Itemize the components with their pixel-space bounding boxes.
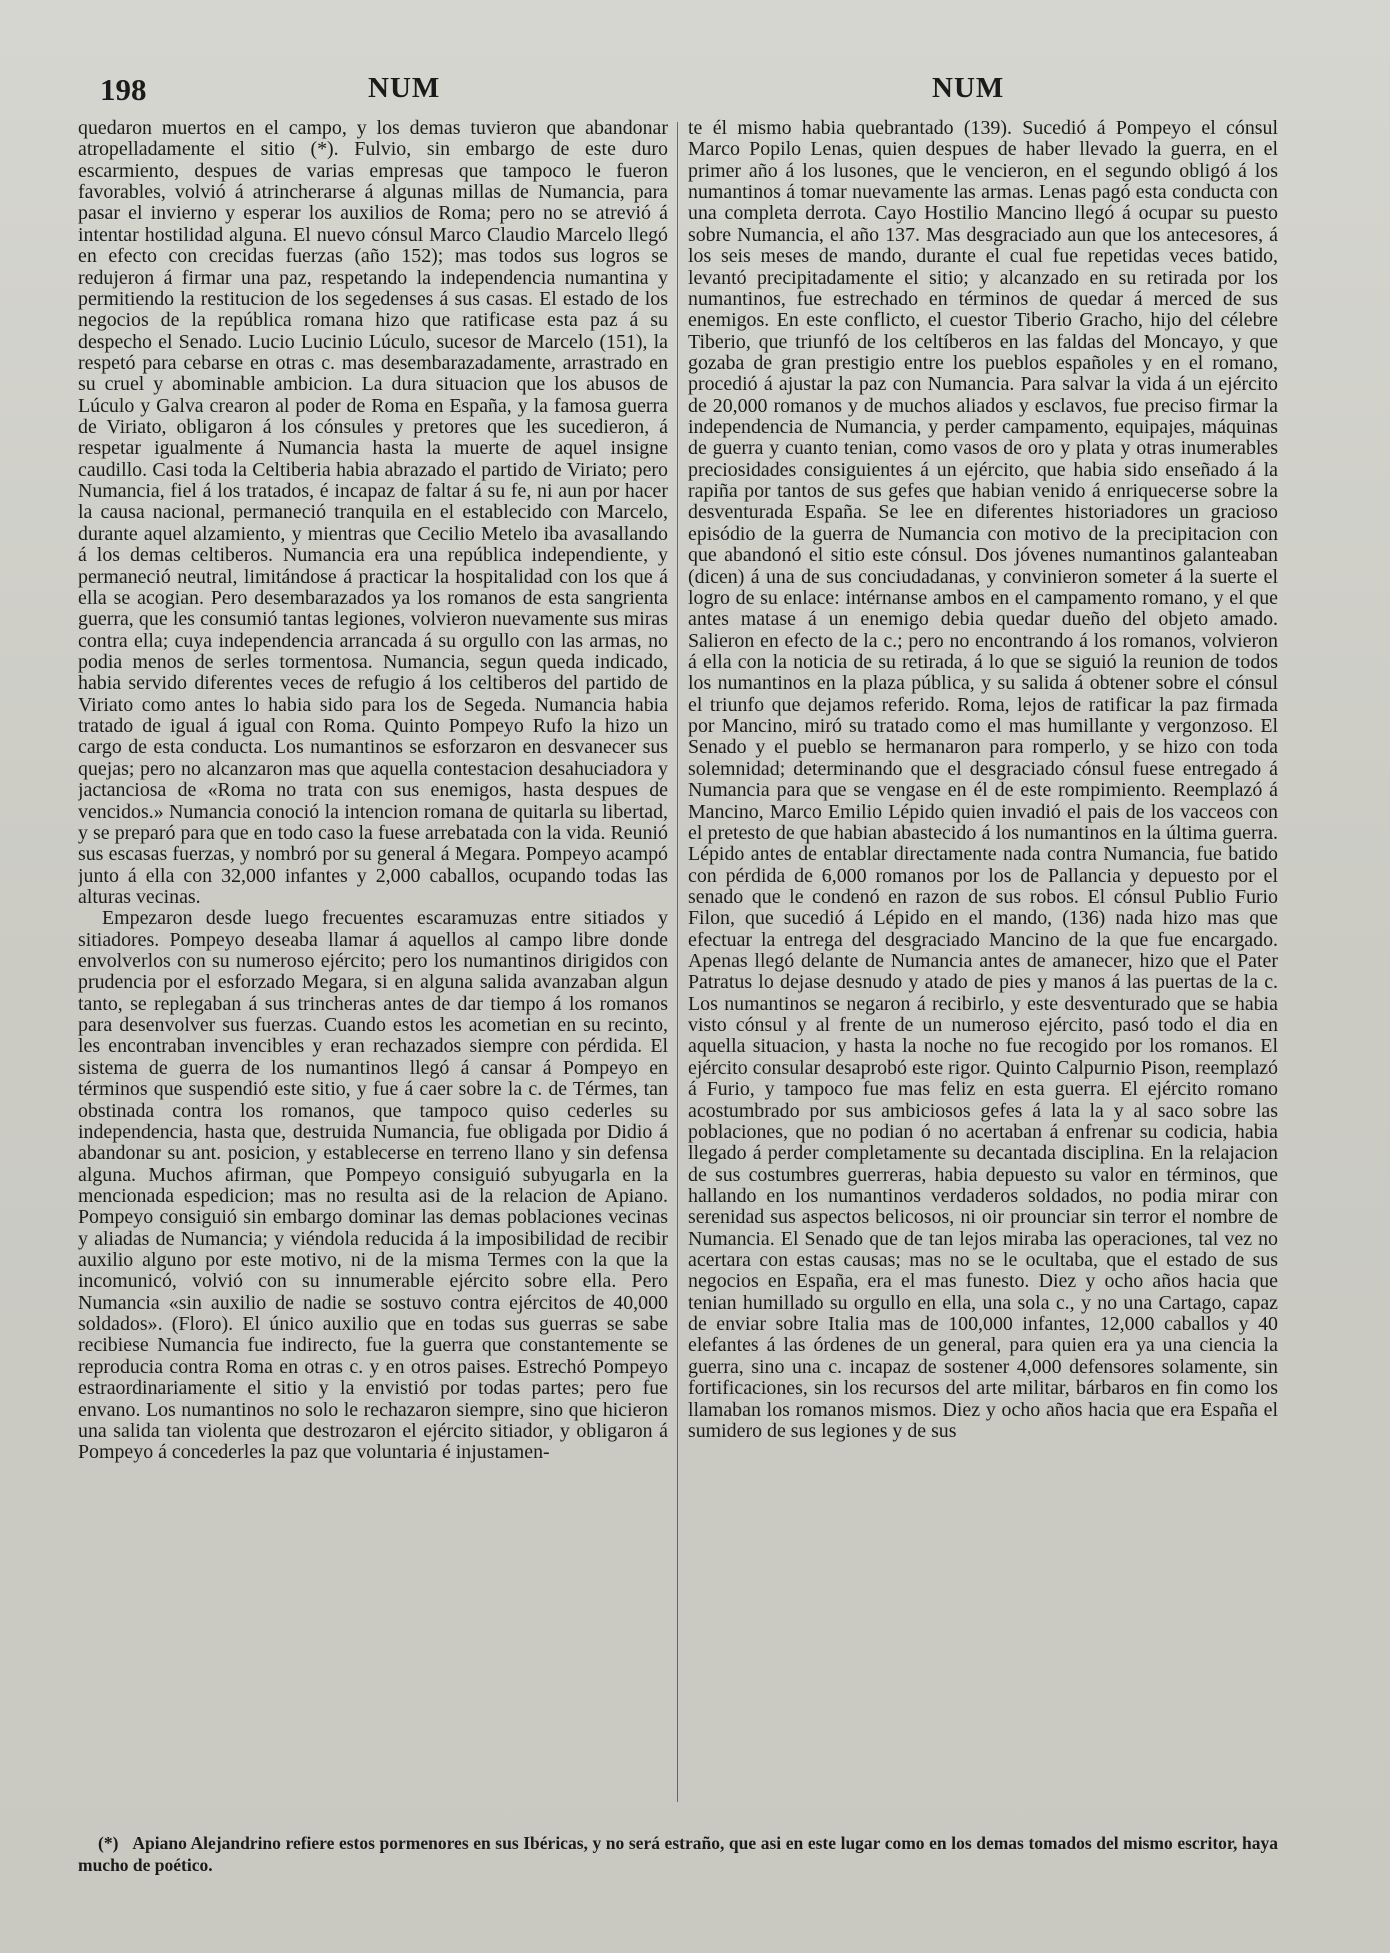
running-head-right: NUM bbox=[932, 72, 1005, 104]
left-paragraph-1: quedaron muertos en el campo, y los demas tuvieron que abandonar atropelladamente el sitio (*). Fulvio, sin embargo de este duro escarmiento, despues de varias empresas que tampoco le fueron favorables, volvió á atrincherarse á algunas millas de Numancia, para pasar el invierno y esperar los auxilios de Roma; pero no se atrevió á intentar hostilidad alguna. El nuevo cónsul Marco Claudio Marcelo llegó en efecto con crecidas fuerzas (año 152); mas todos sus logros se redujeron á firmar una paz, respetando la independencia numantina y permitiendo la restitucion de los segedenses á sus casas. El estado de los negocios de la república romana hizo que ratificase esta paz á su despecho el Senado. Lucio Lucinio Lúculo, sucesor de Marcelo (151), la respetó para cebarse en otras c. mas desembarazadamente, arrastrado en su cruel y abominable ambicion. La dura situacion que los abusos de Lúculo y Galva crearon al poder de Roma en España, y la famosa guerra de Viriato, obligaron á los cónsules y pretores que les sucedieron, á respetar igualmente á Numancia hasta la muerte de aquel insigne caudillo. Casi toda la Celtiberia habia abrazado el partido de Viriato; pero Numancia, fiel á los tratados, é incapaz de faltar á su fe, ni aun por hacer la causa nacional, permaneció tranquila en el establecido con Marcelo, durante aquel alzamiento, y mientras que Cecilio Metelo iba avasallando á los demas celtiberos. Numancia era una república independiente, y permaneció neutral, limitándose á practicar la hospitalidad con los que á ella se acogian. Pero desembarazados ya los romanos de esta sangrienta guerra, que les consumió tantas legiones, volvieron nuevamente sus miras contra ella; cuya independencia arrancada á su orgullo con las armas, no podia menos de serles tormentosa. Numancia, segun queda indicado, habia servido diferentes veces de refugio á los celtiberos del partido de Viriato como antes lo habia sido para los de Segeda. Numancia habia tratado de igual á igual con Roma. Quinto Pompeyo Rufo la hizo un cargo de esta conducta. Los numantinos se esforzaron en desvanecer sus quejas; pero no alcanzaron mas que aquella contestacion desahuciadora y jactanciosa de «Roma no trata con sus enemigos, hasta despues de vencidos.» Numancia conoció la intencion romana de quitarla su libertad, y se preparó para que en todo caso la fuese arrebatada con la vida. Reunió sus escasas fuerzas, y nombró por su general á Megara. Pompeyo acampó junto á ella con 32,000 infantes y 2,000 caballos, ocupando todas las alturas vecinas. bbox=[78, 118, 668, 908]
running-head-left: NUM bbox=[368, 72, 441, 104]
footnote-text: Apiano Alejandrino refiere estos pormenores en sus Ibéricas, y no será estraño, que asi en este lugar como en los demas tomados del mismo escritor, haya mucho de poético. bbox=[78, 1833, 1278, 1875]
right-paragraph-1: te él mismo habia quebrantado (139). Sucedió á Pompeyo el cónsul Marco Popilo Lenas, quien despues de haber llevado la guerra, en el primer año á los lusones, que le vencieron, en el segundo obligó á los numantinos á tomar nuevamente las armas. Lenas pagó esta conducta con una completa derrota. Cayo Hostilio Mancino llegó á ocupar su puesto sobre Numancia, el año 137. Mas desgraciado aun que los antecesores, á los seis meses de mando, durante el cual fue repetidas veces batido, levantó precipitadamente el sitio; y alcanzado en su retirada por los numantinos, fue estrechado en términos de quedar á merced de sus enemigos. En este conflicto, el cuestor Tiberio Gracho, hijo del célebre Tiberio, que triunfó de los celtíberos en las faldas del Moncayo, y que gozaba de gran prestigio entre los pueblos españoles y en el romano, procedió á ajustar la paz con Numancia. Para salvar la vida á un ejército de 20,000 romanos y de muchos aliados y esclavos, fue preciso firmar la independencia de Numancia, y perder campamento, equipajes, máquinas de guerra y cuanto tenian, como vasos de oro y plata y otras inumerables preciosidades consiguientes á un ejército, que habia sido enseñado á la rapiña por tantos de sus gefes que habian venido á enriquecerse sobre la desventurada España. Se lee en diferentes historiadores un gracioso episódio de la guerra de Numancia con motivo de la precipitacion con que abandonó el sitio este cónsul. Dos jóvenes numantinos galanteaban (dicen) á una de sus conciudadanas, y convinieron someter á la suerte el logro de su enlace: intérnanse ambos en el campamento romano, y el que antes matase á un enemigo debia quedar dueño del objeto amado. Salieron en efecto de la c.; pero no encontrando á los romanos, volvieron á ella con la noticia de su retirada, á lo que se siguió la reunion de todos los numantinos en la plaza pública, y su salida á obtener sobre el cónsul el triunfo que dejamos referido. Roma, lejos de ratificar la paz firmada por Mancino, miró su tratado como el mas humillante y vergonzoso. El Senado y el pueblo se hermanaron para romperlo, y se hizo con toda solemnidad; determinando que el desgraciado cónsul fuese entregado á Numancia para que se vengase en él de este rompimiento. Reemplazó á Mancino, Marco Emilio Lépido quien invadió el pais de los vacceos con el pretesto de que habian abastecido á los numantinos en la última guerra. Lépido antes de entablar directamente nada contra Numancia, fue batido con pérdida de 6,000 romanos por los de Pallancia y depuesto por el senado que le condenó en razon de sus robos. El cónsul Publio Furio Filon, que sucedió á Lépido en el mando, (136) nada hizo mas que efectuar la entrega del desgraciado Mancino de la que fue encargado. Apenas llegó delante de Numancia antes de amanecer, hizo que el Pater Patratus lo dejase desnudo y atado de pies y manos á las puertas de la c. Los numantinos se negaron á recibirlo, y este desventurado que se habia visto cónsul y al frente de un numeroso ejército, pasó todo el dia en aquella situacion, y hasta la noche no fue recogido por los romanos. El ejército consular desaprobó este rigor. Quinto Calpurnio Pison, reemplazó á Furio, y tampoco fue mas feliz en esta guerra. El ejército romano acostumbrado por sus ambiciosos gefes á lata la y al saco sobre las poblaciones, que no podian ó no acertaban á enfrenar su codicia, habia llegado á perder completamente su decantada disciplina. En la relajacion de sus costumbres guerreras, habia depuesto su valor en términos, que hallando en los numantinos verdaderos soldados, no podia mirar con serenidad sus aspectos belicosos, ni oir prounciar sin terror el nombre de Numancia. El Senado que de tan lejos miraba las operaciones, tal vez no acertara con estas causas; mas no se le ocultaba, que el estado de sus negocios en España, era el mas funesto. Diez y ocho años hacia que tenian humillado su orgullo en ella, una sola c., y no una Cartago, capaz de enviar sobre Italia mas de 100,000 infantes, 12,000 caballos y 40 elefantes á las órdenes de un general, para quien era ya una ciencia la guerra, sino una c. incapaz de sostener 4,000 defensores solamente, sin fortificaciones, sin los recursos del arte militar, bárbaros en fin como los llamaban los romanos mismos. Diez y ocho años hacia que era España el sumidero de sus legiones y de sus bbox=[688, 118, 1278, 1442]
text-columns bbox=[78, 118, 1278, 1808]
footnote-mark: (*) bbox=[98, 1833, 119, 1853]
footnote bbox=[78, 1832, 1278, 1876]
left-column bbox=[78, 118, 668, 1808]
column-divider bbox=[677, 122, 678, 1802]
page-number: 198 bbox=[100, 72, 147, 107]
right-column bbox=[688, 118, 1278, 1808]
page-header bbox=[100, 72, 1280, 112]
left-paragraph-2: Empezaron desde luego frecuentes escaramuzas entre sitiados y sitiadores. Pompeyo deseaba llamar á aquellos al campo libre donde envolverlos con su numeroso ejército; pero los numantinos dirigidos con prudencia por el esforzado Megara, si en alguna salida avanzaban algun tanto, se replegaban á sus trincheras antes de dar tiempo á los romanos para desenvolver sus fuerzas. Cuando estos les acometian en su recinto, les encontraban invencibles y eran rechazados siempre con pérdida. El sistema de guerra de los numantinos llegó á cansar á Pompeyo en términos que suspendió este sitio, y fue á caer sobre la c. de Térmes, tan obstinada contra los romanos, que tampoco quiso cederles su independencia, hasta que, destruida Numancia, fue obligada por Didio á abandonar su ant. posicion, y establecerse en terreno llano y sin defensa alguna. Muchos afirman, que Pompeyo consiguió subyugarla en la mencionada espedicion; mas no resulta asi de la relacion de Apiano. Pompeyo consiguió sin embargo dominar las demas poblaciones vecinas y aliadas de Numancia; y viéndola reducida á la imposibilidad de recibir auxilio alguno por este motivo, ni de la misma Termes con la que la incomunicó, volvió con su innumerable ejército sobre ella. Pero Numancia «sin auxilio de nadie se sostuvo contra ejércitos de 40,000 soldados». (Floro). El único auxilio que en todas sus guerras se sabe recibiese Numancia fue indirecto, fue la guerra que constantemente se reproducia contra Roma en otras c. y en otros paises. Estrechó Pompeyo estraordinariamente el sitio y la envistió por todas partes; pero fue envano. Los numantinos no solo le rechazaron siempre, sino que hicieron una salida tan violenta que destrozaron el ejército sitiador, y obligaron á Pompeyo á concederles la paz que voluntaria é injustamen- bbox=[78, 907, 668, 1464]
